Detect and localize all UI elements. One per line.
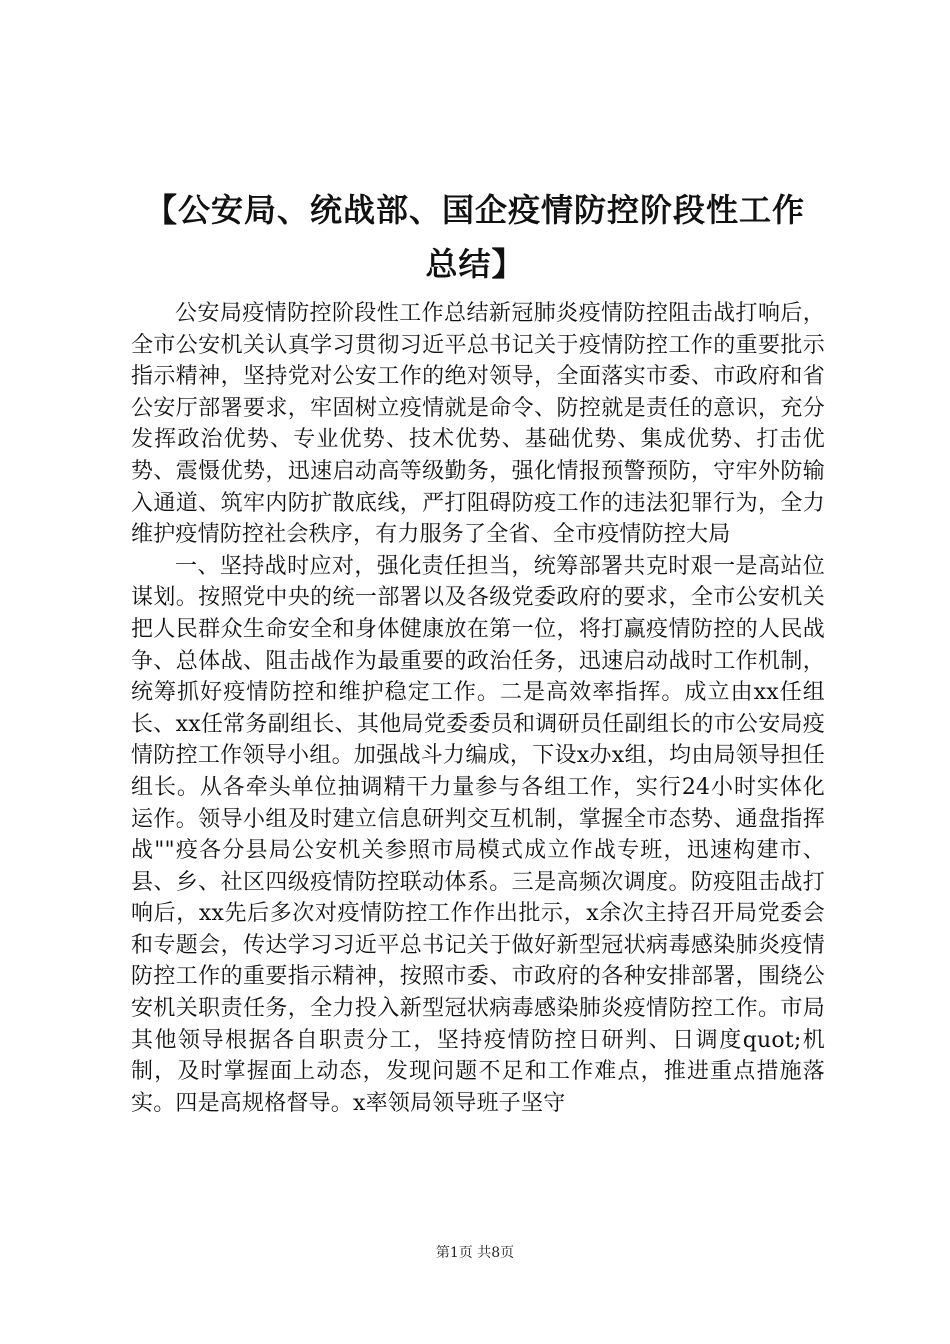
title-line-1: 【公安局、统战部、国企疫情防控阶段性工作 [144,191,805,229]
paragraph-section-1: 一、坚持战时应对，强化责任担当，统筹部署共克时艰一是高站位谋划。按照党中央的统一部署以及各级党委政府的要求，全市公安机关把人民群众生命安全和身体健康放在第一位，将打赢疫情防控的人民战争、总体战、阻击战作为最重要的政治任务，迅速启动战时工作机制，统筹抓好疫情防控和维护稳定工作。二是高效率指挥。成立由xx任组长、xx任常务副组长、其他局党委委员和调研员任副组长的市公安局疫情防控工作领导小组。加强战斗力编成，下设x办x组，均由局领导担任组长。从各牵头单位抽调精干力量参与各组工作，实行24小时实体化运作。领导小组及时建立信息研判交互机制，掌握全市态势、通盘指挥战""疫各分县局公安机关参照市局模式成立作战专班，迅速构建市、县、乡、社区四级疫情防控联动体系。三是高频次调度。防疫阻击战打响后，xx先后多次对疫情防控工作作出批示，x余次主持召开局党委会和专题会，传达学习习近平总书记关于做好新型冠状病毒感染肺炎疫情防控工作的重要指示精神，按照市委、市政府的各种安排部署，围绕公安机关职责任务，全力投入新型冠状病毒感染肺炎疫情防控工作。市局其他领导根据各自职责分工，坚持疫情防控日研判、日调度quot;机制，及时掌握面上动态，发现问题不足和工作难点，推进重点措施落实。四是高规格督导。x率领局领导班子坚守 [131,553,825,1116]
page-number-footer: 第1页 共8页 [435,1245,515,1261]
title-line-2: 总结】 [425,245,525,283]
document-body [131,298,825,1119]
document-title [100,183,850,291]
paragraph-intro: 公安局疫情防控阶段性工作总结新冠肺炎疫情防控阻击战打响后，全市公安机关认真学习贯彻习近平总书记关于疫情防控工作的重要批示指示精神，坚持党对公安工作的绝对领导，全面落实市委、市政府和省公安厅部署要求，牢固树立疫情就是命令、防控就是责任的意识，充分发挥政治优势、专业优势、技术优势、基础优势、集成优势、打击优势、震慑优势，迅速启动高等级勤务，强化情报预警预防，守牢外防输入通道、筑牢内防扩散底线，严打阻碍防疫工作的违法犯罪行为，全力维护疫情防控社会秩序，有力服务了全省、全市疫情防控大局 [131,301,825,548]
